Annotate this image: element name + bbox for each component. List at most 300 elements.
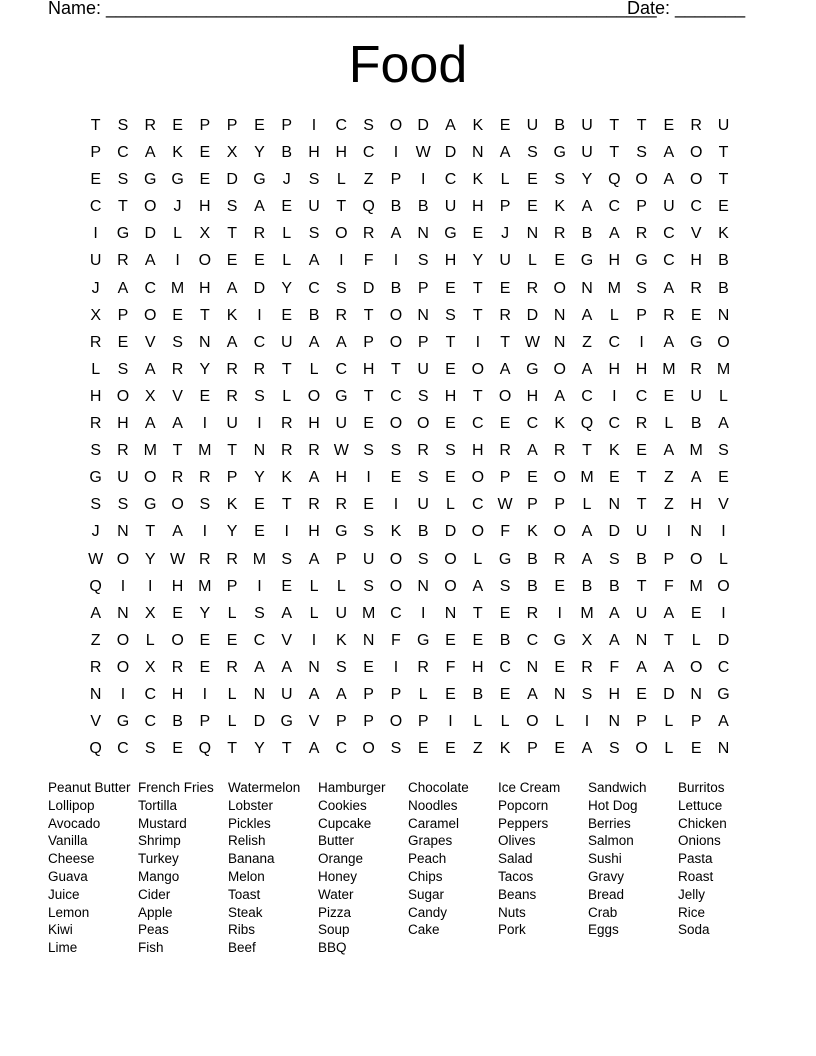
grid-letter: I [448,713,453,731]
grid-letter: G [116,713,130,731]
grid-letter: O [526,713,539,731]
grid-letter: H [308,144,320,162]
grid-letter: E [226,631,238,649]
grid-letter: T [636,496,647,514]
grid-letter: P [390,171,402,189]
grid-letter: A [308,333,320,351]
grid-letter: O [144,198,157,216]
grid-letter: R [417,442,429,460]
grid-letter: R [499,306,511,324]
grid-letter: Y [254,469,265,487]
grid-letter: A [390,225,402,243]
grid-letter: T [663,631,674,649]
grid-letter: N [690,523,702,541]
grid-letter: G [717,685,730,703]
grid-letter: H [635,360,648,378]
grid-letter: Q [608,171,621,189]
grid-letter: P [499,469,511,487]
word-bank-item: BBQ [318,940,347,956]
grid-letter: F [609,658,620,676]
grid-letter: H [444,387,457,405]
grid-letter: T [281,496,292,514]
grid-letter: I [393,252,399,270]
grid-letter: R [89,333,102,351]
grid-letter: C [335,360,348,378]
grid-letter: O [553,469,566,487]
grid-letter: R [690,360,702,378]
grid-letter: C [117,740,129,758]
grid-letter: G [116,225,130,243]
grid-letter: T [363,306,374,324]
grid-letter: B [718,252,729,270]
grid-letter: O [144,469,157,487]
grid-letter: C [253,631,266,649]
word-bank-item: Burritos [678,780,725,795]
grid-letter: R [226,360,238,378]
grid-letter: L [336,171,346,189]
grid-letter: S [445,442,456,460]
word-bank-item: Hot Dog [588,797,638,813]
grid-letter: A [144,360,156,378]
grid-letter: S [390,442,402,460]
grid-letter: I [393,496,399,514]
name-line: Name: _______________________________________________________ [48,0,657,18]
grid-letter: R [171,360,184,378]
grid-letter: N [717,740,730,758]
word-bank-item: Cider [138,886,171,902]
grid-letter: R [635,415,648,433]
grid-letter: E [718,198,729,216]
grid-letter: Z [472,740,483,758]
grid-letter: P [527,740,538,758]
word-bank-item: Salmon [588,833,634,849]
grid-letter: R [362,225,375,243]
grid-letter: O [717,577,730,595]
grid-letter: H [89,387,102,405]
grid-letter: U [526,117,539,134]
word-bank-empty [678,939,768,957]
grid-letter: I [148,577,153,595]
grid-letter: E [554,658,566,676]
grid-letter: E [690,604,702,622]
grid-letter: I [120,685,126,703]
grid-letter: R [226,387,238,405]
grid-letter: A [663,658,675,676]
word-bank-item: Chocolate [408,780,469,795]
grid-letter: O [116,658,130,676]
grid-letter: F [363,252,374,270]
grid-letter: O [635,740,648,758]
grid-letter: R [308,442,320,460]
word-bank-item: Rice [678,904,706,920]
word-bank-item: Nuts [498,904,526,920]
grid-letter: H [690,252,702,270]
grid-letter: D [144,225,157,243]
grid-letter: C [390,604,402,622]
grid-letter: A [718,415,729,433]
grid-letter: E [472,631,484,649]
grid-letter: A [527,442,538,460]
grid-letter: S [554,171,566,189]
grid-letter: L [691,631,701,649]
grid-letter: P [499,198,511,216]
grid-letter: G [280,713,293,731]
grid-letter: C [635,387,648,405]
word-bank-item: Beef [228,940,256,956]
grid-letter: F [391,631,401,649]
grid-letter: G [689,333,703,351]
word-bank-item: Turkey [138,851,179,867]
grid-letter: A [172,523,183,541]
grid-letter: U [417,496,429,514]
grid-letter: T [227,740,238,758]
grid-letter: N [581,279,593,297]
grid-letter: D [444,523,457,541]
grid-letter: U [362,550,375,568]
grid-letter: M [689,577,703,595]
grid-letter: O [553,360,566,378]
grid-letter: I [175,252,180,270]
grid-letter: E [527,171,538,189]
grid-letter: O [171,631,184,649]
grid-letter: I [311,117,317,134]
grid-letter: U [717,117,730,134]
grid-letter: C [472,496,484,514]
grid-letter: S [254,387,265,405]
grid-letter: O [689,144,703,162]
grid-letter: G [526,360,539,378]
grid-letter: K [226,496,238,514]
grid-letter: R [553,442,566,460]
grid-letter: N [308,658,320,676]
word-bank-item: Orange [318,851,364,867]
grid-letter: A [608,631,620,649]
word-bank-item: Olives [498,833,536,849]
grid-letter: A [663,333,675,351]
grid-letter: G [144,496,157,514]
grid-letter: L [473,550,483,568]
grid-letter: P [199,117,211,134]
grid-letter: G [580,252,594,270]
grid-letter: X [144,604,156,622]
grid-letter: C [526,415,539,433]
grid-letter: R [144,117,157,134]
grid-letter: S [254,604,265,622]
grid-letter: R [89,415,102,433]
grid-letter: E [254,117,265,134]
grid-letter: O [498,387,512,405]
grid-letter: L [227,713,237,731]
grid-letter: A [281,658,293,676]
grid-letter: S [308,225,320,243]
grid-letter: O [444,577,457,595]
grid-letter: Y [199,604,211,622]
grid-letter: E [690,306,702,324]
grid-letter: Y [144,550,156,568]
grid-letter: B [581,225,593,243]
grid-letter: X [144,658,156,676]
grid-letter: G [89,469,102,487]
grid-letter: T [718,144,729,162]
grid-letter: I [339,252,344,270]
grid-letter: X [90,306,101,324]
grid-letter: I [393,144,399,162]
grid-letter: K [527,523,538,541]
grid-letter: C [390,387,402,405]
grid-letter: I [311,631,317,649]
grid-letter: I [612,387,617,405]
grid-letter: E [527,469,538,487]
grid-letter: U [499,252,511,270]
grid-letter: T [609,144,620,162]
word-bank-item: Fish [138,940,164,956]
grid-letter: N [690,685,702,703]
grid-letter: C [89,198,102,216]
grid-letter: R [199,469,211,487]
word-bank-item: Beans [498,886,537,902]
word-bank-item: Peppers [498,815,549,831]
grid-letter: Z [663,496,674,514]
grid-letter: C [335,740,348,758]
grid-letter: R [581,658,593,676]
grid-letter: L [609,306,619,324]
grid-letter: E [281,306,293,324]
grid-letter: M [252,550,267,568]
grid-letter: T [445,333,456,351]
word-bank-item: Sandwich [588,780,647,795]
word-bank-item: Vanilla [48,833,88,849]
grid-letter: L [145,631,155,649]
grid-letter: A [254,658,265,676]
grid-letter: O [389,415,403,433]
grid-letter: B [581,577,593,595]
grid-letter: T [227,225,238,243]
grid-letter: A [172,415,183,433]
word-bank-item: Lemon [48,904,90,920]
word-bank-item: Crab [588,904,618,920]
grid-letter: L [309,604,319,622]
word-bank-item: Candy [408,904,448,920]
grid-letter: K [335,631,347,649]
grid-letter: O [717,333,730,351]
grid-letter: Y [281,279,293,297]
grid-letter: A [663,604,675,622]
grid-letter: S [417,252,429,270]
grid-letter: A [554,387,566,405]
grid-letter: C [608,198,621,216]
grid-letter: F [445,658,456,676]
grid-letter: O [553,523,566,541]
grid-letter: I [721,604,726,622]
grid-letter: L [309,577,319,595]
grid-letter: P [527,496,538,514]
word-bank-item: Cheese [48,851,95,867]
grid-letter: C [253,333,266,351]
grid-letter: A [226,333,238,351]
grid-letter: S [581,685,593,703]
grid-letter: R [117,442,129,460]
word-bank-empty [408,939,498,957]
grid-letter: D [444,144,457,162]
word-bank-item: Melon [228,868,265,884]
grid-letter: A [581,306,593,324]
grid-letter: H [117,415,129,433]
grid-letter: T [227,442,238,460]
grid-letter: E [199,658,211,676]
grid-letter: U [117,469,129,487]
grid-letter: Z [363,171,374,189]
grid-letter: R [663,306,675,324]
grid-letter: C [581,387,593,405]
grid-letter: R [526,279,539,297]
grid-letter: T [199,306,210,324]
grid-letter: T [281,740,292,758]
grid-letter: U [280,685,293,703]
grid-letter: R [335,496,348,514]
grid-letter: A [308,469,320,487]
grid-letter: O [335,225,348,243]
grid-letter: N [417,306,429,324]
grid-letter: U [444,198,457,216]
grid-letter: E [390,469,402,487]
grid-letter: N [717,306,730,324]
grid-letter: U [308,198,320,216]
grid-letter: R [171,658,184,676]
grid-letter: H [472,442,484,460]
grid-letter: O [635,171,648,189]
grid-letter: I [202,523,208,541]
word-bank-item: Grapes [408,833,453,849]
grid-letter: I [721,523,726,541]
grid-letter: M [361,604,376,622]
grid-letter: L [227,685,237,703]
grid-letter: A [335,333,347,351]
grid-letter: Q [580,415,594,433]
grid-letter: B [281,144,293,162]
grid-letter: Z [582,333,592,351]
grid-letter: Y [581,171,593,189]
grid-letter: H [171,577,184,595]
grid-letter: E [663,387,675,405]
word-bank-item: Onions [678,833,721,849]
grid-letter: I [420,171,426,189]
grid-letter: M [143,442,157,460]
grid-letter: S [335,658,347,676]
grid-letter: U [280,333,293,351]
grid-letter: T [636,577,647,595]
grid-letter: B [472,685,484,703]
grid-letter: L [227,604,237,622]
grid-letter: R [499,442,511,460]
grid-letter: E [608,469,620,487]
grid-letter: N [199,333,211,351]
grid-letter: O [471,360,485,378]
grid-letter: C [144,685,157,703]
grid-letter: U [226,415,238,433]
grid-letter: N [117,604,129,622]
grid-letter: A [663,144,675,162]
grid-letter: P [663,550,675,568]
grid-letter: S [445,306,456,324]
grid-letter: I [393,658,399,676]
grid-letter: N [89,685,102,703]
grid-letter: P [363,713,374,731]
date-line: Date: _______ [627,0,746,18]
word-bank-item: Cookies [318,797,367,813]
grid-letter: Y [472,252,484,270]
word-bank-item: French Fries [138,780,214,795]
grid-letter: E [636,442,647,460]
grid-letter: O [171,496,184,514]
word-bank-item: Chips [408,868,443,884]
grid-letter: O [362,740,375,758]
word-bank-item: Banana [228,851,275,867]
grid-letter: S [117,496,129,514]
word-bank-item: Popcorn [498,797,549,813]
grid-letter: K [472,117,484,134]
grid-letter: C [144,713,157,731]
grid-letter: E [281,577,293,595]
grid-letter: U [89,252,102,270]
grid-letter: L [500,171,510,189]
word-bank-item: Peanut Butter [48,780,131,795]
grid-letter: T [582,442,592,460]
grid-letter: I [93,225,98,243]
grid-letter: K [390,523,402,541]
grid-letter: S [226,198,238,216]
grid-letter: P [417,333,429,351]
grid-letter: R [226,550,238,568]
grid-letter: N [553,333,566,351]
grid-letter: D [608,523,621,541]
grid-letter: Z [663,469,674,487]
grid-letter: O [471,523,485,541]
grid-letter: H [526,387,539,405]
grid-letter: L [719,387,728,405]
grid-letter: E [718,469,729,487]
grid-letter: S [90,442,101,460]
grid-letter: K [281,469,293,487]
grid-letter: E [445,740,456,758]
grid-letter: P [281,117,293,134]
grid-letter: L [91,360,101,378]
grid-letter: O [416,415,430,433]
grid-letter: I [557,604,562,622]
grid-letter: Y [199,360,211,378]
word-bank-item: Bread [588,886,625,902]
grid-letter: M [607,279,621,297]
grid-letter: S [117,171,129,189]
grid-letter: H [308,523,320,541]
grid-letter: H [335,144,348,162]
grid-letter: A [254,198,265,216]
grid-letter: J [501,225,510,243]
grid-letter: B [690,415,702,433]
grid-letter: V [144,333,156,351]
grid-letter: V [718,496,729,514]
grid-letter: E [445,631,456,649]
word-bank-item: Kiwi [48,922,73,938]
grid-letter: A [581,550,593,568]
grid-letter: L [173,225,182,243]
grid-letter: T [363,387,374,405]
grid-letter: T [472,387,483,405]
grid-letter: L [473,713,483,731]
grid-letter: K [499,740,511,758]
grid-letter: S [363,523,374,541]
grid-letter: P [363,685,374,703]
grid-letter: E [499,117,511,134]
